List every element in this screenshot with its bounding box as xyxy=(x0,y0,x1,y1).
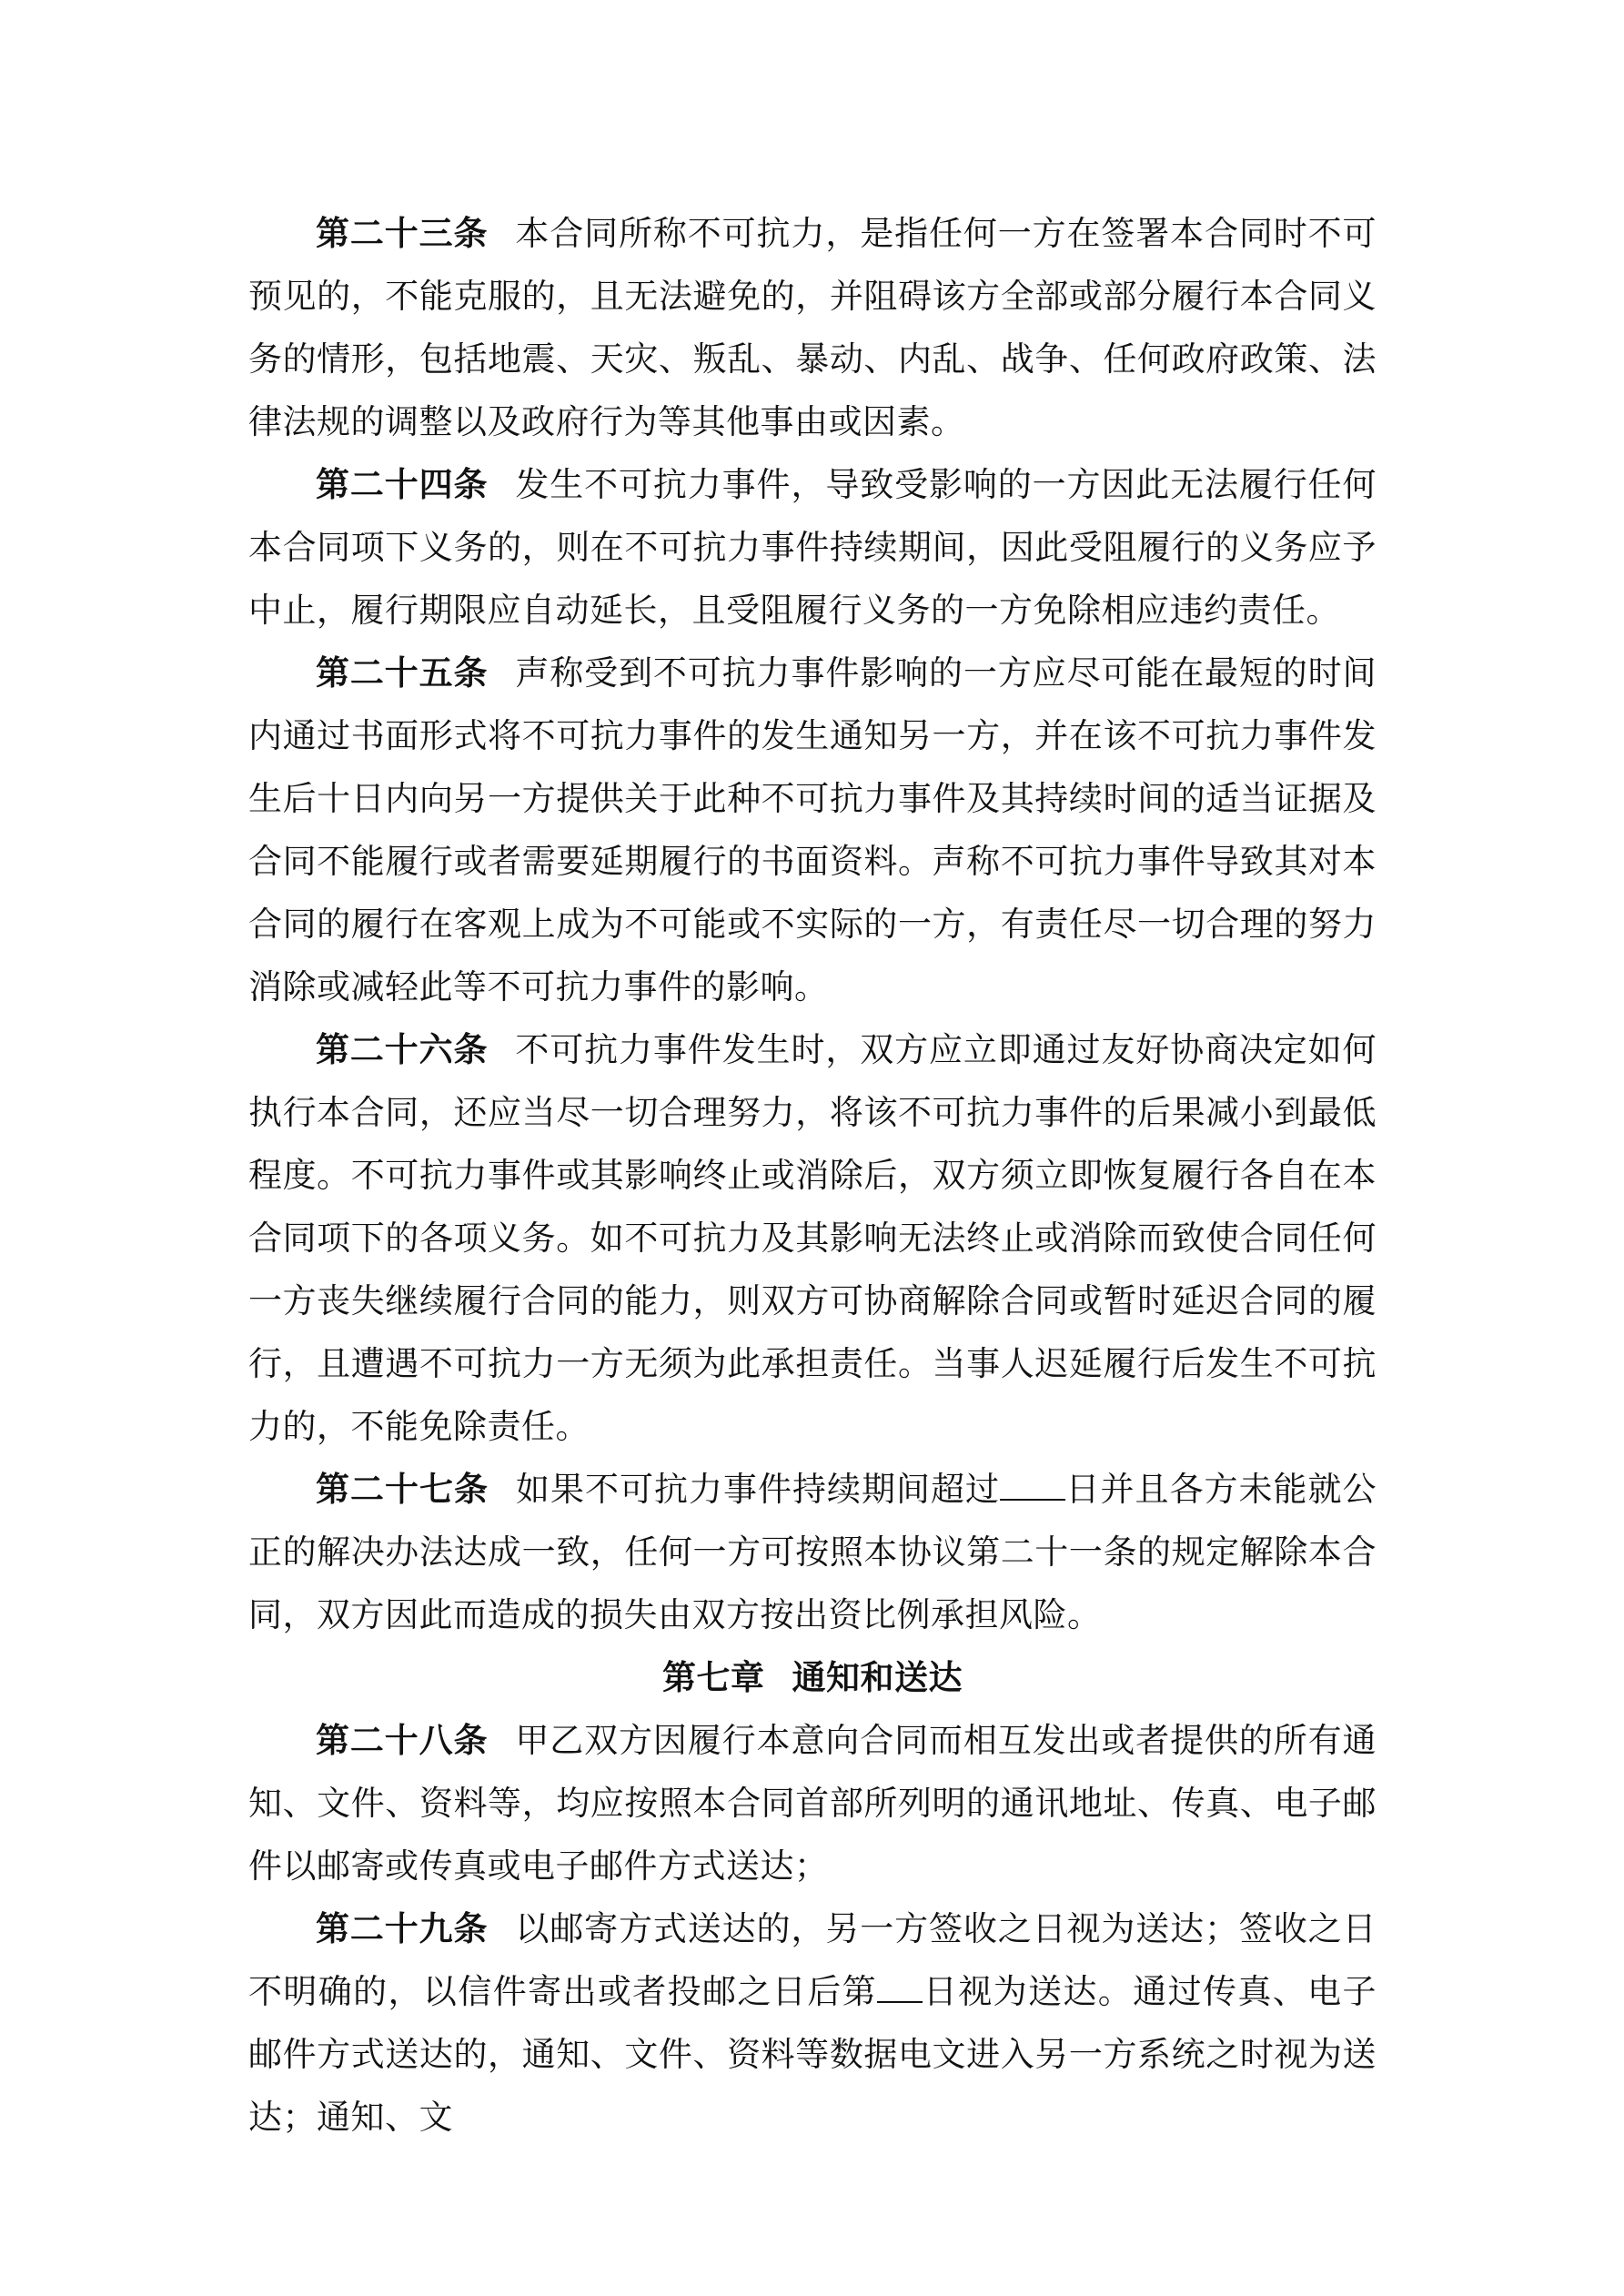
article-24-label: 第二十四条 xyxy=(316,464,489,504)
document-body xyxy=(248,202,1377,2149)
article-26-label: 第二十六条 xyxy=(316,1029,489,1069)
article-28 xyxy=(248,1709,1377,1897)
article-23-text: 本合同所称不可抗力，是指任何一方在签署本合同时不可预见的，不能克服的，且无法避免的，并阻碍该方全部或部分履行本合同义务的情形，包括地震、天灾、叛乱、暴动、内乱、战争、任何政府政策、法律法规的调整以及政府行为等其他事由或因素。 xyxy=(248,214,1377,441)
article-27-text-before: 如果不可抗力事件持续期间超过 xyxy=(516,1470,1000,1509)
article-25-label: 第二十五条 xyxy=(316,652,489,693)
article-23-label: 第二十三条 xyxy=(316,213,489,253)
chapter-title: 通知和送达 xyxy=(792,1657,963,1697)
article-26-text: 不可抗力事件发生时，双方应立即通过友好协商决定如何执行本合同，还应当尽一切合理努力，将该不可抗力事件的后果减小到最低程度。不可抗力事件或其影响终止或消除后，双方须立即恢复履行各自在本合同项下的各项义务。如不可抗力及其影响无法终止或消除而致使合同任何一方丧失继续履行合同的能力，则双方可协商解除合同或暂时延迟合同的履行，且遭遇不可抗力一方无须为此承担责任。当事人迟延履行后发生不可抗力的，不能免除责任。 xyxy=(248,1030,1377,1446)
article-27 xyxy=(248,1458,1377,1646)
article-24 xyxy=(248,453,1377,642)
day-number-blank-field xyxy=(877,1974,923,2003)
article-25 xyxy=(248,642,1377,1018)
article-29-text-after: 日视为送达。通过传真、电子邮件方式送达的，通知、文件、资料等数据电文进入另一方系统之时视为送达；通知、文 xyxy=(248,1972,1377,2137)
days-blank-field xyxy=(1000,1472,1065,1501)
article-28-label: 第二十八条 xyxy=(316,1720,489,1760)
article-27-text-after: 日并且各方未能就公正的解决办法达成一致，任何一方可按照本协议第二十一条的规定解除本合同，双方因此而造成的损失由双方按出资比例承担风险。 xyxy=(248,1470,1377,1634)
article-26 xyxy=(248,1018,1377,1458)
article-27-label: 第二十七条 xyxy=(316,1469,489,1509)
article-24-text: 发生不可抗力事件，导致受影响的一方因此无法履行任何本合同项下义务的，则在不可抗力事件持续期间，因此受阻履行的义务应予中止，履行期限应自动延长，且受阻履行义务的一方免除相应违约责任。 xyxy=(248,465,1377,630)
chapter-heading xyxy=(248,1646,1377,1709)
article-29-label: 第二十九条 xyxy=(316,1908,489,1948)
chapter-number: 第七章 xyxy=(662,1657,765,1697)
article-29 xyxy=(248,1897,1377,2149)
article-28-text: 甲乙双方因履行本意向合同而相互发出或者提供的所有通知、文件、资料等，均应按照本合同首部所列明的通讯地址、传真、电子邮件以邮寄或传真或电子邮件方式送达； xyxy=(248,1721,1377,1886)
article-25-text: 声称受到不可抗力事件影响的一方应尽可能在最短的时间内通过书面形式将不可抗力事件的发生通知另一方，并在该不可抗力事件发生后十日内向另一方提供关于此种不可抗力事件及其持续时间的适当证据及合同不能履行或者需要延期履行的书面资料。声称不可抗力事件导致其对本合同的履行在客观上成为不可能或不实际的一方，有责任尽一切合理的努力消除或减轻此等不可抗力事件的影响。 xyxy=(248,653,1377,1006)
article-23 xyxy=(248,202,1377,453)
article-29-text-before: 以邮寄方式送达的，另一方签收之日视为送达；签收之日不明确的，以信件寄出或者投邮之日后第 xyxy=(248,1909,1377,2011)
